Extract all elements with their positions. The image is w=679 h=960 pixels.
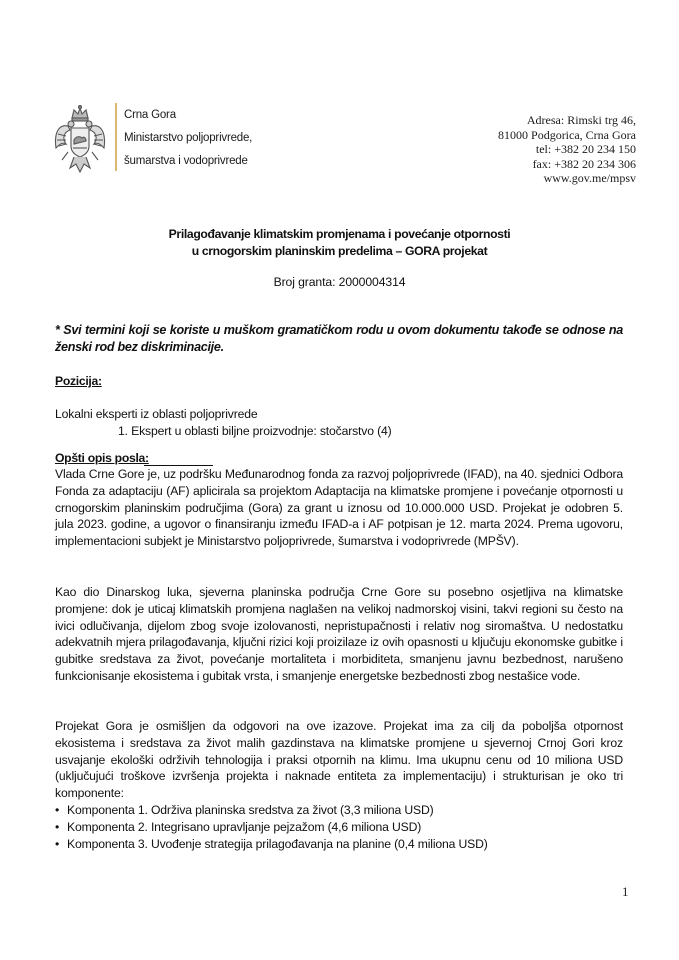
component-text: Komponenta 2. Integrisano upravljanje pejzažom (4,6 miliona USD) xyxy=(67,819,422,834)
project-description-block xyxy=(55,718,623,852)
paragraph-climate-risks: Kao dio Dinarskog luka, sjeverna planinska područja Crne Gore su posebno osjetljiva na klimatske promjene: dok je uticaj klimatskih promjena naglašen na velikoj nadmorskoj visini, takvi regioni su često na ivici odlučivanja, dijelom zbog svoje izolovanosti, nepristupačnosti i relativ nog siromaštva. U nedostatku adekvatnih mjera prilagođavanja, ključni rizici koji proizilaze iz ovih opasnosti u ključuju ekonomske gubitke i gubitke sredstava za život, povećanje mortaliteta i morbiditeta, smanjenu javnu bezbednost, narušeno funkcionisanje ekosistema i gubitak vrsta, i smanjenje energetske bezbednosti zbog nestašice vode. xyxy=(55,585,623,683)
title-line-2: u crnogorskim planinskim predelima – GORA projekat xyxy=(191,244,488,258)
bullet-icon: • xyxy=(55,802,60,817)
title-line-1: Prilagođavanje klimatskim promjenama i povećanje otpornosti xyxy=(168,227,511,241)
page-number: 1 xyxy=(622,884,629,899)
address-website: www.gov.me/mpsv xyxy=(543,171,636,186)
grant-number: Broj granta: 2000004314 xyxy=(273,275,406,289)
bullet-icon: • xyxy=(55,819,60,834)
position-item: 1. Ekspert u oblasti biljne proizvodnje: stočarstvo (4) xyxy=(118,424,392,438)
position-category: Lokalni eksperti iz oblasti poljoprivrede xyxy=(55,407,258,421)
ministry-line-name-cont: šumarstva i vodoprivrede xyxy=(124,155,248,167)
address-fax: fax: +382 20 234 306 xyxy=(532,156,636,171)
address-city: 81000 Podgorica, Crna Gora xyxy=(498,127,636,142)
header-accent-rule xyxy=(115,103,117,171)
address-street: Adresa: Rimski trg 46, xyxy=(526,113,636,127)
address-phone: tel: +382 20 234 150 xyxy=(535,142,636,157)
ministry-name xyxy=(124,104,252,173)
gender-notice: * Svi termini koji se koriste u muškom gramatičkom rodu u ovom dokumentu takođe se odnose na ženski rod bez diskriminacije. xyxy=(55,323,623,354)
paragraph-project-goals: Projekat Gora je osmišljen da odgovori na ove izazove. Projekat ima za cilj da poboljša otpornost ekosistema i sredstava za život malih gazdinstava na klimatske promjene u sjevernoj Crnoj Gori kroz usvajanje ekološki održivih tehnologija i praksi otpornih na klimu. Ima ukupnu cenu od 10 miliona USD (uključujući troškove izvršenja projekta i naknade entiteta za implementaciju) i strukturisan je oko tri komponente: xyxy=(55,719,623,801)
contact-address xyxy=(498,113,636,186)
section-heading-opis: Opšti opis posla: xyxy=(55,451,149,465)
document-title xyxy=(0,226,679,260)
bullet-icon: • xyxy=(55,836,60,851)
list-item xyxy=(55,836,623,853)
component-text: Komponenta 1. Održiva planinska sredstva za život (3,3 miliona USD) xyxy=(67,802,434,817)
component-text: Komponenta 3. Uvođenje strategija prilagođavanja na planine (0,4 miliona USD) xyxy=(67,836,488,851)
montenegro-coat-of-arms-icon xyxy=(52,104,108,176)
section-heading-pozicija: Pozicija: xyxy=(55,374,102,388)
list-item xyxy=(55,819,623,836)
paragraph-project-background: Vlada Crne Gore je, uz podršku Međunarodnog fonda za razvoj poljoprivrede (IFAD), na 40. sjednici Odbora Fonda za adaptaciju (AF) aplicirala sa projektom Adaptacija na klimatske promjene i povećanje otpornosti u crnogorskim planinskim područjima (Gora) za grant u iznosu od 10.000.000 USD. Projekat je odobren 5. jula 2023. godine, a ugovor o finansiranju između IFAD-a i AF potpisan je 12. marta 2024. Prema ugovoru, implementacioni subjekt je Ministarstvo poljoprivrede, šumarstva i vodoprivrede (MPŠV). xyxy=(55,467,623,549)
ministry-line-name: Ministarstvo poljoprivrede, xyxy=(124,132,253,144)
list-item xyxy=(55,802,623,819)
ministry-line-country: Crna Gora xyxy=(124,109,176,121)
components-list xyxy=(55,802,623,852)
